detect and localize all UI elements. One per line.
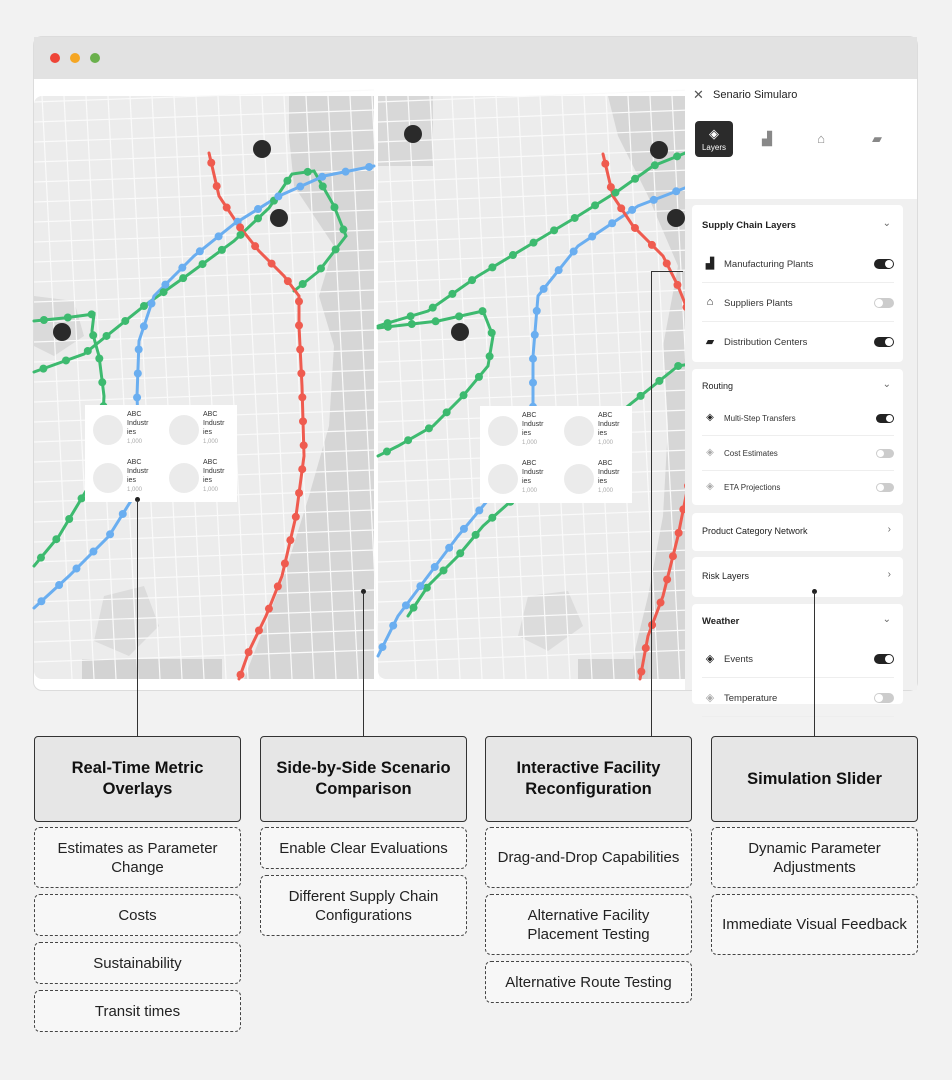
route-stop	[448, 290, 456, 298]
feature-title-box: Simulation Slider	[711, 736, 918, 822]
route-stop	[669, 552, 677, 560]
route-stop	[488, 329, 496, 337]
route-stop	[296, 183, 304, 191]
route-stop	[531, 331, 539, 339]
metric-value: 1,000	[522, 488, 538, 494]
layer-label: Cost Estimates	[724, 449, 778, 458]
facility-marker	[650, 141, 668, 159]
metric-value: 1,000	[522, 440, 538, 446]
truck-icon: ▰	[705, 336, 715, 348]
metric-value: 1,000	[203, 439, 219, 445]
route-stop	[178, 264, 186, 272]
feature-title-box: Side-by-Side Scenario Comparison	[260, 736, 467, 822]
toggle-switch[interactable]	[876, 483, 894, 492]
route-stop	[98, 378, 106, 386]
chevron-right-icon: ›	[887, 569, 891, 580]
metric-overlay-card[interactable]	[480, 406, 632, 503]
route-stop	[297, 369, 305, 377]
map-scenario-a[interactable]	[34, 96, 374, 679]
route-stop	[296, 345, 304, 353]
route-stop	[319, 182, 327, 190]
route-stop	[445, 544, 453, 552]
route-stop	[147, 300, 155, 308]
callout-line	[363, 592, 364, 736]
section-title: Supply Chain Layers	[702, 220, 796, 231]
route-stop	[530, 239, 538, 247]
route-stop	[479, 307, 487, 315]
tab-truck[interactable]	[858, 121, 896, 157]
feature-item: Alternative Route Testing	[485, 961, 692, 1003]
route-stop	[52, 535, 60, 543]
route-stop	[651, 161, 659, 169]
section-title: Routing	[702, 381, 734, 391]
section-title: Risk Layers	[702, 571, 750, 581]
callout-line	[137, 500, 138, 736]
warehouse-icon: ⌂	[706, 296, 714, 308]
facility-marker	[667, 209, 685, 227]
route-stop	[637, 392, 645, 400]
toggle-switch[interactable]	[874, 337, 894, 347]
route-stop	[199, 260, 207, 268]
feature-item: Alternative Facility Placement Testing	[485, 894, 692, 955]
route-stop	[657, 599, 665, 607]
metric-item	[556, 456, 628, 500]
route-stop	[642, 644, 650, 652]
metric-chart-placeholder	[169, 415, 199, 445]
route-stop	[443, 408, 451, 416]
layer-label: Multi-Step Transfers	[724, 414, 796, 423]
route-stop	[408, 320, 416, 328]
scenario-panel	[685, 79, 917, 704]
callout-line	[651, 271, 652, 736]
metric-value: 1,000	[127, 439, 143, 445]
metric-chart-placeholder	[488, 464, 518, 494]
minimize-window-dot[interactable]	[70, 53, 80, 63]
route-stop	[460, 391, 468, 399]
truck-icon: ▰	[872, 131, 882, 146]
feature-item: Sustainability	[34, 942, 241, 984]
close-icon[interactable]: ✕	[693, 87, 704, 102]
route-stop	[317, 264, 325, 272]
route-stop	[295, 297, 303, 305]
metric-value: 1,000	[203, 487, 219, 493]
route-stop	[674, 362, 682, 370]
weather-row-events[interactable]	[702, 640, 894, 678]
route-stop	[410, 604, 418, 612]
route-stop	[295, 321, 303, 329]
route-stop	[207, 159, 215, 167]
route-stop	[40, 316, 48, 324]
metric-value: 1,000	[598, 440, 614, 446]
toggle-switch[interactable]	[876, 414, 894, 423]
route-stop	[89, 548, 97, 556]
metric-item	[480, 456, 552, 500]
facility-marker	[404, 125, 422, 143]
route-stop	[218, 246, 226, 254]
route-stop	[135, 345, 143, 353]
route-stop	[215, 232, 223, 240]
route-stop	[299, 280, 307, 288]
route-stop	[588, 233, 596, 241]
layer-label: Suppliers Plants	[724, 298, 793, 309]
route-stop	[236, 223, 244, 231]
route-stop	[475, 506, 483, 514]
facility-marker	[253, 140, 271, 158]
toggle-switch[interactable]	[874, 298, 894, 308]
section-routing	[692, 369, 903, 505]
route-stop	[607, 183, 615, 191]
route-stop	[140, 302, 148, 310]
routing-row-multi-step[interactable]	[702, 401, 894, 436]
route-stop	[637, 668, 645, 676]
panel-header	[685, 79, 917, 111]
route-stop	[429, 304, 437, 312]
route-stop	[89, 331, 97, 339]
route-stop	[425, 424, 433, 432]
route-stop	[673, 152, 681, 160]
feature-title-box: Interactive Facility Reconfiguration	[485, 736, 692, 822]
route-stop	[456, 549, 464, 557]
facility-marker	[53, 323, 71, 341]
metric-name: ABC Industr ies	[598, 460, 620, 485]
route-stop	[455, 312, 463, 320]
route-stop	[407, 312, 415, 320]
layers-icon: ◈	[705, 653, 715, 665]
section-weather	[692, 604, 903, 704]
route-stop	[237, 671, 245, 679]
metric-value: 1,000	[598, 488, 614, 494]
route-stop	[254, 205, 262, 213]
route-stop	[540, 285, 548, 293]
route-stop	[378, 643, 386, 651]
metric-chart-placeholder	[93, 415, 123, 445]
layer-label: Events	[724, 654, 754, 665]
metric-overlay-card[interactable]	[85, 405, 237, 502]
metric-item	[85, 455, 157, 499]
route-stop	[283, 177, 291, 185]
section-title: Product Category Network	[702, 526, 808, 536]
route-stop	[550, 226, 558, 234]
callout-line	[651, 271, 683, 272]
route-stop	[134, 369, 142, 377]
route-stop	[432, 317, 440, 325]
callout-line	[814, 592, 815, 736]
layers-icon: ◈	[709, 126, 719, 141]
chevron-down-icon[interactable]: ⌄	[882, 218, 891, 229]
section-risk-layers[interactable]	[692, 557, 903, 597]
route-stop	[65, 515, 73, 523]
route-stop	[675, 529, 683, 537]
feature-item: Estimates as Parameter Change	[34, 827, 241, 888]
route-stop	[254, 214, 262, 222]
feature-item: Transit times	[34, 990, 241, 1032]
feature-item: Enable Clear Evaluations	[260, 827, 467, 869]
route-stop	[648, 241, 656, 249]
route-stop	[488, 263, 496, 271]
route-stop	[64, 313, 72, 321]
metric-chart-placeholder	[564, 416, 594, 446]
toggle-switch[interactable]	[874, 693, 894, 703]
route-stop	[339, 226, 347, 234]
route-stop	[509, 251, 517, 259]
chevron-down-icon[interactable]: ⌄	[882, 379, 891, 390]
metric-name: ABC Industr ies	[203, 411, 225, 436]
metric-name: ABC Industr ies	[127, 411, 149, 436]
feature-item: Drag-and-Drop Capabilities	[485, 827, 692, 888]
route-stop	[265, 605, 273, 613]
chevron-right-icon: ›	[887, 524, 891, 535]
route-stop	[304, 168, 312, 176]
route-stop	[402, 601, 410, 609]
route-stop	[330, 203, 338, 211]
route-stop	[106, 530, 114, 538]
section-product-category[interactable]	[692, 513, 903, 551]
route-stop	[591, 201, 599, 209]
maximize-window-dot[interactable]	[90, 53, 100, 63]
metric-name: ABC Industr ies	[522, 460, 544, 485]
route-stop	[284, 277, 292, 285]
layers-icon: ◈	[705, 692, 715, 704]
route-stop	[389, 622, 397, 630]
route-stop	[555, 266, 563, 274]
warehouse-icon: ⌂	[817, 131, 825, 146]
toggle-switch[interactable]	[874, 654, 894, 664]
route-stop	[39, 365, 47, 373]
route-stop	[251, 242, 259, 250]
routing-row-eta[interactable]	[702, 470, 894, 505]
metric-name: ABC Industr ies	[127, 459, 149, 484]
route-stop	[295, 489, 303, 497]
app-window	[34, 37, 917, 704]
route-stop	[88, 310, 96, 318]
window-titlebar	[34, 37, 917, 79]
panel-tabs	[685, 111, 917, 199]
layers-icon: ◈	[706, 481, 714, 492]
route-stop	[529, 355, 537, 363]
layer-label: Manufacturing Plants	[724, 259, 814, 270]
panel-title: Senario Simularo	[713, 89, 798, 101]
route-stop	[281, 560, 289, 568]
route-stop	[55, 581, 63, 589]
route-stop	[299, 417, 307, 425]
route-stop	[628, 206, 636, 214]
close-window-dot[interactable]	[50, 53, 60, 63]
route-stop	[140, 322, 148, 330]
layer-row-manufacturing[interactable]	[702, 245, 894, 283]
route-stop	[383, 448, 391, 456]
route-stop	[37, 554, 45, 562]
section-supply-chain-layers	[692, 205, 903, 362]
route-stop	[486, 352, 494, 360]
route-stop	[245, 648, 253, 656]
route-stop	[460, 525, 468, 533]
toggle-switch[interactable]	[874, 259, 894, 269]
route-stop	[631, 175, 639, 183]
facility-marker	[270, 209, 288, 227]
route-stop	[292, 513, 300, 521]
metric-item	[161, 455, 233, 499]
route-stop	[663, 575, 671, 583]
route-stop	[119, 510, 127, 518]
route-stop	[37, 597, 45, 605]
layer-label: Distribution Centers	[724, 337, 808, 348]
route-stop	[431, 563, 439, 571]
map-canvas-b	[378, 96, 690, 679]
route-stop	[384, 323, 392, 331]
route-stop	[121, 317, 129, 325]
route-stop	[274, 192, 282, 200]
route-stop	[300, 441, 308, 449]
feature-item: Different Supply Chain Configurations	[260, 875, 467, 936]
route-stop	[342, 168, 350, 176]
layers-icon: ◈	[706, 447, 714, 458]
route-stop	[533, 307, 541, 315]
metric-item	[556, 408, 628, 452]
route-stop	[663, 259, 671, 267]
feature-title-box: Real-Time Metric Overlays	[34, 736, 241, 822]
feature-item: Dynamic Parameter Adjustments	[711, 827, 918, 888]
tab-factory[interactable]	[748, 121, 786, 157]
route-stop	[631, 224, 639, 232]
route-stop	[298, 393, 306, 401]
route-stop	[255, 626, 263, 634]
route-stop	[286, 536, 294, 544]
route-stop	[268, 260, 276, 268]
route-stop	[213, 182, 221, 190]
metric-item	[161, 407, 233, 451]
route-stop	[404, 436, 412, 444]
route-stop	[365, 163, 373, 171]
route-stop	[237, 231, 245, 239]
weather-row-temperature[interactable]	[702, 679, 894, 717]
route-stop	[416, 582, 424, 590]
route-stop	[62, 356, 70, 364]
route-stop	[133, 393, 141, 401]
layer-label: Temperature	[724, 693, 778, 704]
route-green-b-2	[378, 311, 493, 456]
route-stop	[655, 377, 663, 385]
route-stop	[332, 245, 340, 253]
metric-item	[480, 408, 552, 452]
route-stop	[161, 281, 169, 289]
route-stop	[617, 204, 625, 212]
route-stop	[160, 288, 168, 296]
facility-marker	[451, 323, 469, 341]
route-stop	[672, 187, 680, 195]
route-stop	[72, 565, 80, 573]
route-stop	[179, 274, 187, 282]
routing-row-cost[interactable]	[702, 436, 894, 471]
metric-chart-placeholder	[488, 416, 518, 446]
factory-icon: ▟	[762, 131, 772, 146]
route-stop	[223, 204, 231, 212]
route-stop	[608, 219, 616, 227]
metric-name: ABC Industr ies	[203, 459, 225, 484]
factory-icon: ▟	[705, 258, 715, 270]
layer-label: ETA Projections	[724, 483, 781, 492]
metric-value: 1,000	[127, 487, 143, 493]
route-stop	[95, 354, 103, 362]
section-title: Weather	[702, 616, 740, 627]
feature-item: Costs	[34, 894, 241, 936]
route-stop	[84, 347, 92, 355]
tab-label: Layers	[701, 143, 726, 152]
route-stop	[529, 379, 537, 387]
route-stop	[298, 465, 306, 473]
chevron-down-icon[interactable]: ⌄	[882, 614, 891, 625]
map-scenario-b[interactable]	[378, 96, 690, 679]
toggle-switch[interactable]	[876, 449, 894, 458]
route-stop	[673, 281, 681, 289]
route-stop	[440, 566, 448, 574]
route-stop	[488, 514, 496, 522]
map-canvas-a	[34, 96, 374, 679]
route-stop	[318, 173, 326, 181]
route-stop	[570, 247, 578, 255]
metric-name: ABC Industr ies	[522, 412, 544, 437]
route-stop	[650, 196, 658, 204]
metric-chart-placeholder	[169, 463, 199, 493]
tab-warehouse[interactable]	[802, 121, 840, 157]
route-stop	[475, 373, 483, 381]
route-stop	[601, 160, 609, 168]
layers-icon: ◈	[706, 412, 714, 423]
route-stop	[196, 247, 204, 255]
route-stop	[468, 276, 476, 284]
tab-layers[interactable]	[695, 121, 733, 157]
route-stop	[274, 582, 282, 590]
feature-item: Immediate Visual Feedback	[711, 894, 918, 955]
layer-row-suppliers[interactable]	[702, 284, 894, 322]
route-stop	[103, 332, 111, 340]
route-stop	[472, 531, 480, 539]
route-stop	[571, 214, 579, 222]
metric-chart-placeholder	[93, 463, 123, 493]
layer-row-distribution[interactable]	[702, 323, 894, 361]
metric-chart-placeholder	[564, 464, 594, 494]
metric-name: ABC Industr ies	[598, 412, 620, 437]
route-stop	[648, 621, 656, 629]
metric-item	[85, 407, 157, 451]
